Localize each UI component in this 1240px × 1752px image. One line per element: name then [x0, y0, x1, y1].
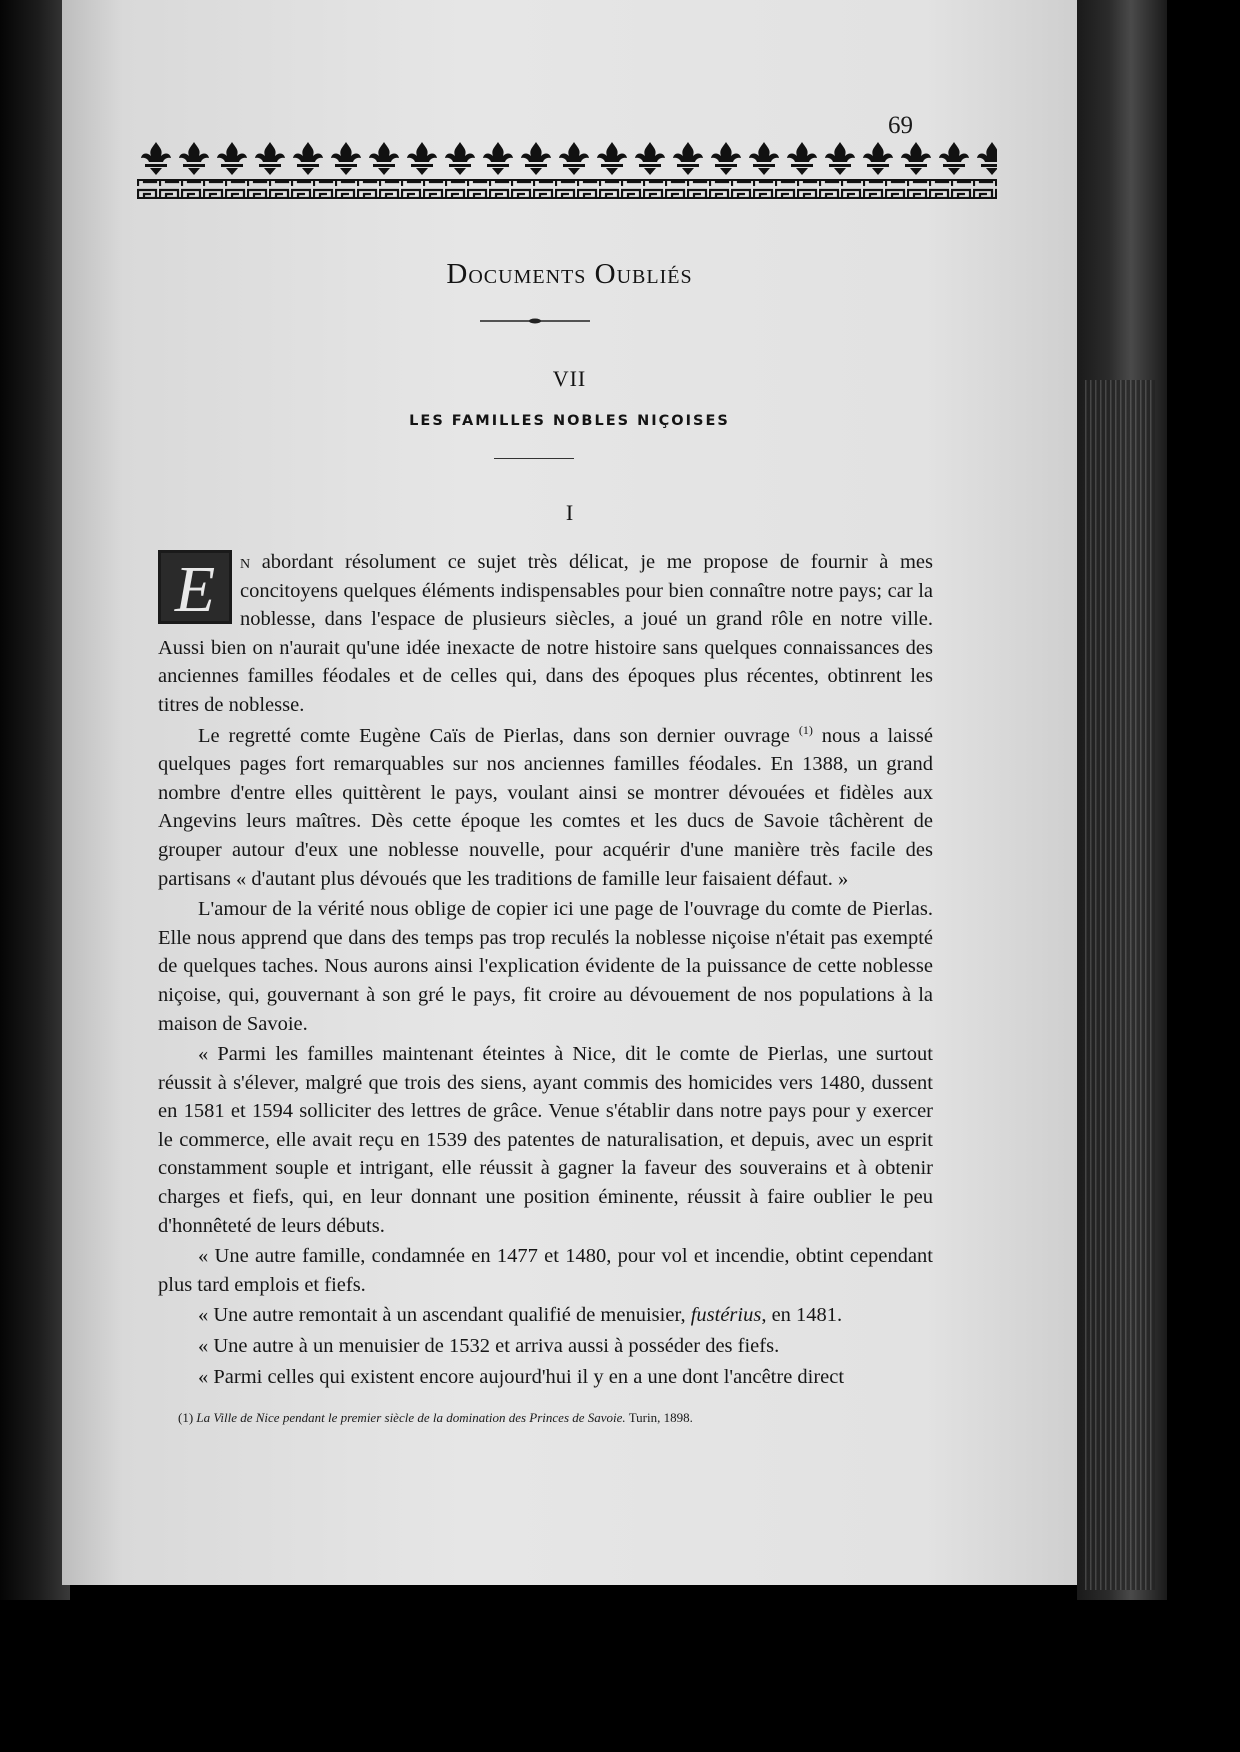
- page-title: Documents Oubliés: [446, 258, 693, 290]
- drop-cap: E: [158, 550, 232, 624]
- ornament-border: [137, 140, 997, 200]
- paragraph-1: [158, 548, 933, 720]
- paragraph-6-start: « Une autre remontait à un ascendant qualifié de menuisier,: [198, 1304, 691, 1327]
- paragraph-1-text: abordant résolument ce sujet très délicat, je me propose de fournir à mes concitoyens quelques éléments indispensables pour bien connaître notre pays; car la noblesse, dans l'espace de plusieurs siècles, a joué un grand rôle en notre ville. Aussi bien on n'aurait qu'une idée inexacte de notre histoire sans quelques connaissances des anciennes familles féodales et de celles qui, dans des époques plus récentes, obtinrent les titres de noblesse.: [158, 551, 933, 716]
- paragraph-2-end: nous a laissé quelques pages fort remarquables sur nos anciennes familles féodales. En 1388, un grand nombre d'entre elles quittèrent le pays, voulant ainsi se montrer dévouées et fidèles aux Angevins leurs maîtres. Dès cette époque les comtes et les ducs de Savoie tâchèrent de grouper autour d'eux une noblesse nouvelle, pour acquérir d'une manière très facile des partisans « d'autant plus dévoués que les traditions de famille leur faisaient défaut. »: [158, 724, 933, 890]
- book-page: [62, 0, 1077, 1585]
- section-roman-numeral: VII: [552, 366, 587, 391]
- paragraph-4: « Parmi les familles maintenant éteintes à Nice, dit le comte de Pierlas, une surtout réussit à s'élever, malgré que trois des siens, ayant commis des homicides vers 1480, dussent en 1581 et 1594 solliciter des lettres de grâce. Venue s'établir dans notre pays pour y exercer le commerce, elle avait reçu en 1539 des patentes de naturalisation, et depuis, avec un esprit constamment souple et intrigant, elle réussit à gagner la faveur des souverains et à obtenir charges et fiefs, qui, en leur donnant une position éminente, réussit à faire oublier le peu d'honnêteté de leurs débuts.: [158, 1043, 933, 1237]
- small-caps-start: n: [240, 551, 251, 573]
- paragraph-2: [158, 722, 933, 894]
- footnote: [178, 1410, 938, 1426]
- paragraph-6: [158, 1301, 933, 1330]
- paragraph-8: « Parmi celles qui existent encore aujourd'hui il y en a une dont l'ancêtre direct: [198, 1365, 845, 1388]
- footnote-citation: La Ville de Nice pendant le premier siècle de la domination des Princes de Savoie.: [196, 1410, 626, 1425]
- footnote-publication: Turin, 1898.: [625, 1410, 693, 1425]
- footnote-reference: (1): [798, 722, 813, 737]
- subsection-number: I: [565, 500, 574, 525]
- body-text: [158, 548, 933, 1391]
- paragraph-5: « Une autre famille, condamnée en 1477 et 1480, pour vol et incendie, obtint cependant plus tard emplois et fiefs.: [158, 1245, 933, 1296]
- paragraph-7: « Une autre à un menuisier de 1532 et arriva aussi à posséder des fiefs.: [198, 1335, 780, 1358]
- book-binding: [0, 0, 70, 1600]
- subtitle-rule: [494, 458, 574, 459]
- page-edges: [1077, 0, 1167, 1600]
- footnote-marker: (1): [178, 1410, 194, 1425]
- section-subtitle: LES FAMILLES NOBLES NIÇOISES: [409, 413, 730, 429]
- paragraph-6-italic: fustérius: [690, 1304, 762, 1327]
- paragraph-2-start: Le regretté comte Eugène Caïs de Pierlas, dans son dernier ouvrage: [198, 724, 799, 747]
- title-flourish: [480, 318, 590, 324]
- paragraph-3: L'amour de la vérité nous oblige de copier ici une page de l'ouvrage du comte de Pierlas. Elle nous apprend que dans des temps pas trop reculés la noblesse niçoise n'était pas exempté de quelques taches. Nous aurons ainsi l'explication évidente de la puissance de cette noblesse niçoise, qui, gouvernant à son gré le pays, fit croire au dévouement de nos populations à la maison de Savoie.: [158, 898, 933, 1035]
- paragraph-6-end: , en 1481.: [761, 1304, 843, 1327]
- page-edge-lines: [1085, 380, 1155, 1590]
- page-number: 69: [888, 112, 913, 139]
